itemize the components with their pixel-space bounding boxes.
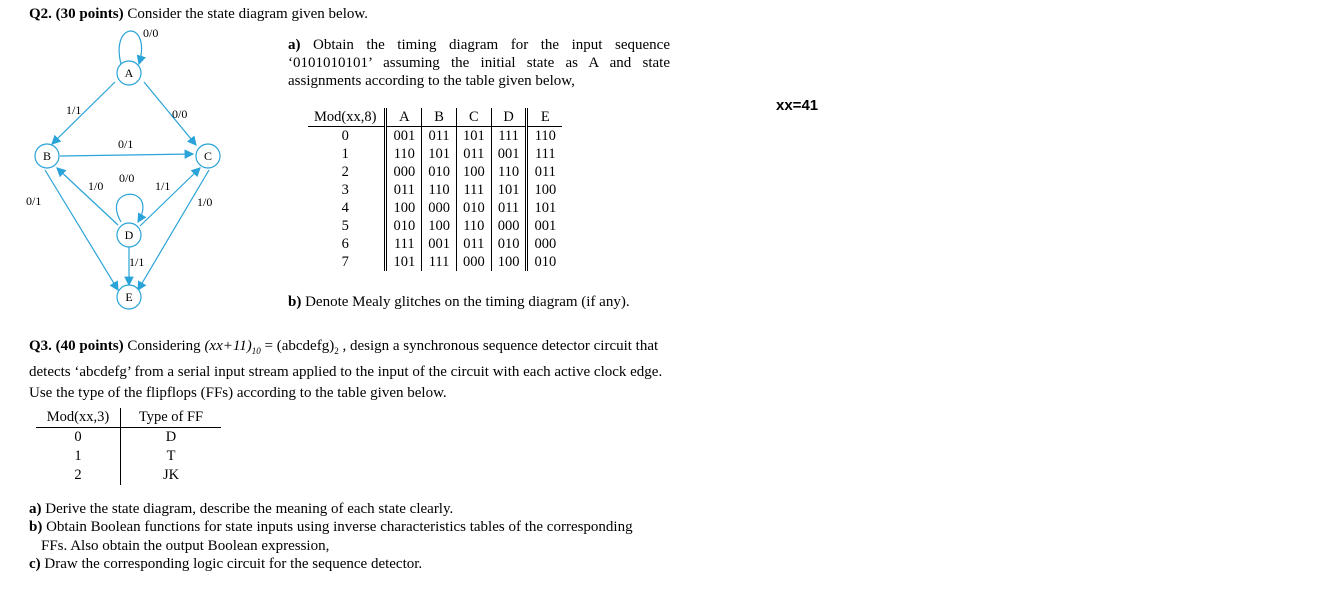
label-c-e: 1/0 [197, 195, 213, 209]
table-cell: 000 [422, 199, 457, 217]
table-cell: 6 [308, 235, 386, 253]
table-cell: 001 [534, 218, 557, 234]
table-cell: 100 [386, 199, 422, 217]
table-cell: 100 [491, 253, 527, 271]
state-b-label: B [42, 149, 52, 163]
label-a-b: 1/1 [66, 103, 82, 117]
table-cell: 010 [491, 235, 527, 253]
table-row [308, 199, 562, 217]
q3-part-b-cont: FFs. Also obtain the output Boolean expression, [41, 538, 330, 554]
table-cell: 101 [456, 127, 491, 146]
table-cell: 111 [491, 127, 527, 146]
table-cell: 011 [422, 127, 457, 146]
table-row [308, 163, 562, 181]
label-a-loop: 0/0 [143, 26, 159, 40]
state-assignment-table [308, 108, 562, 271]
table-header-row: Mod(xx,3) Type of FF [36, 408, 221, 428]
table-row [308, 253, 562, 271]
q3-part-a: a) Derive the state diagram, describe the meaning of each state clearly. [29, 501, 454, 517]
table-cell: 110 [491, 163, 527, 181]
state-diagram [0, 0, 280, 330]
table-row [36, 428, 221, 448]
table-header-row: Mod(xx,8) A B C D E [308, 108, 562, 127]
label-b-c: 0/1 [118, 137, 134, 151]
table-cell: 001 [491, 145, 527, 163]
table-cell: 011 [456, 145, 491, 163]
table-cell: 010 [386, 217, 422, 235]
table-cell: 100 [422, 217, 457, 235]
table-cell: 011 [386, 181, 422, 199]
table-cell: T [166, 448, 176, 464]
table-cell: 110 [456, 217, 491, 235]
table-cell: 001 [386, 127, 422, 146]
q3-part-b: b) Obtain Boolean functions for state inputs using inverse characteristics tables of the corresponding [29, 519, 633, 535]
state-d-label: D [124, 228, 134, 242]
table-cell: 101 [422, 145, 457, 163]
table-row [308, 217, 562, 235]
table-cell: 111 [456, 181, 491, 199]
table-row [308, 145, 562, 163]
table-cell: 5 [308, 217, 386, 235]
table-cell: 110 [386, 145, 422, 163]
xx-note: xx=41 [776, 97, 819, 114]
table-cell: 1 [308, 145, 386, 163]
table-cell: 011 [491, 199, 527, 217]
table-cell: 010 [534, 254, 557, 270]
label-b-left: 0/1 [26, 194, 42, 208]
math-left: $(xx+11)_{10}$ [204, 338, 261, 356]
ff-type-table [36, 408, 221, 485]
table-cell: 011 [456, 235, 491, 253]
table-cell: 101 [534, 200, 557, 216]
table-row [36, 466, 221, 485]
table-cell: 4 [308, 199, 386, 217]
table-cell: 010 [456, 199, 491, 217]
label-b-d: 1/0 [88, 179, 104, 193]
q3-part-c: c) Draw the corresponding logic circuit for the sequence detector. [29, 556, 423, 572]
state-e-label: E [125, 290, 133, 304]
table-cell: 110 [534, 128, 556, 144]
label-c-d: 1/1 [155, 179, 171, 193]
table-cell: 000 [386, 163, 422, 181]
label-a-c: 0/0 [172, 107, 188, 121]
q3-paragraph: Q3. (40 points) Considering $(xx+11)_{10}$ = $(abcdefg)_2$ , design a synchronous sequence detector circuit that detects ‘abcdefg’ from a serial input stream applied to the input of the circuit with each active clock edge. Use the type of the flipflops (FFs) according to the table given below. [29, 338, 663, 401]
table-cell: 101 [386, 253, 422, 271]
table-cell: 000 [456, 253, 491, 271]
table-cell: 101 [491, 181, 527, 199]
table-cell: 3 [308, 181, 386, 199]
state-a-label: A [124, 66, 134, 80]
table-cell: 010 [422, 163, 457, 181]
q2-title-bold: Q2. (30 points) [29, 6, 124, 22]
table-row [308, 181, 562, 199]
table-row [308, 235, 562, 253]
table-cell: 2 [308, 163, 386, 181]
table-row [308, 127, 562, 146]
table-cell: 111 [534, 146, 556, 162]
table-cell: 100 [534, 182, 557, 198]
table-cell: 011 [534, 164, 556, 180]
table-cell: D [165, 429, 177, 445]
table-cell: 7 [308, 253, 386, 271]
table-cell: 0 [308, 127, 386, 146]
q2-part-b: b) Denote Mealy glitches on the timing diagram (if any). [288, 294, 630, 310]
table-cell: 111 [422, 253, 457, 271]
label-d-e: 1/1 [129, 255, 145, 269]
label-d-loop: 0/0 [119, 171, 135, 185]
table-cell: 000 [491, 217, 527, 235]
table-cell: 110 [422, 181, 457, 199]
table-cell: 111 [386, 235, 422, 253]
state-c-label: C [203, 149, 213, 163]
table-cell: 000 [534, 236, 557, 252]
q2-title-rest: Consider the state diagram given below. [123, 6, 368, 22]
math-right: $(abcdefg)_2$ [276, 338, 339, 356]
table-cell: 0 [36, 428, 121, 448]
table-cell: JK [162, 467, 180, 483]
table-cell: 2 [36, 466, 121, 485]
table-cell: 1 [36, 447, 121, 466]
table-row [36, 447, 221, 466]
table-cell: 100 [456, 163, 491, 181]
table-cell: 001 [422, 235, 457, 253]
q2-part-a: a) Obtain the timing diagram for the input sequence ‘0101010101’ assuming the initial state as A and state assignments according to the table given below, [288, 37, 670, 89]
